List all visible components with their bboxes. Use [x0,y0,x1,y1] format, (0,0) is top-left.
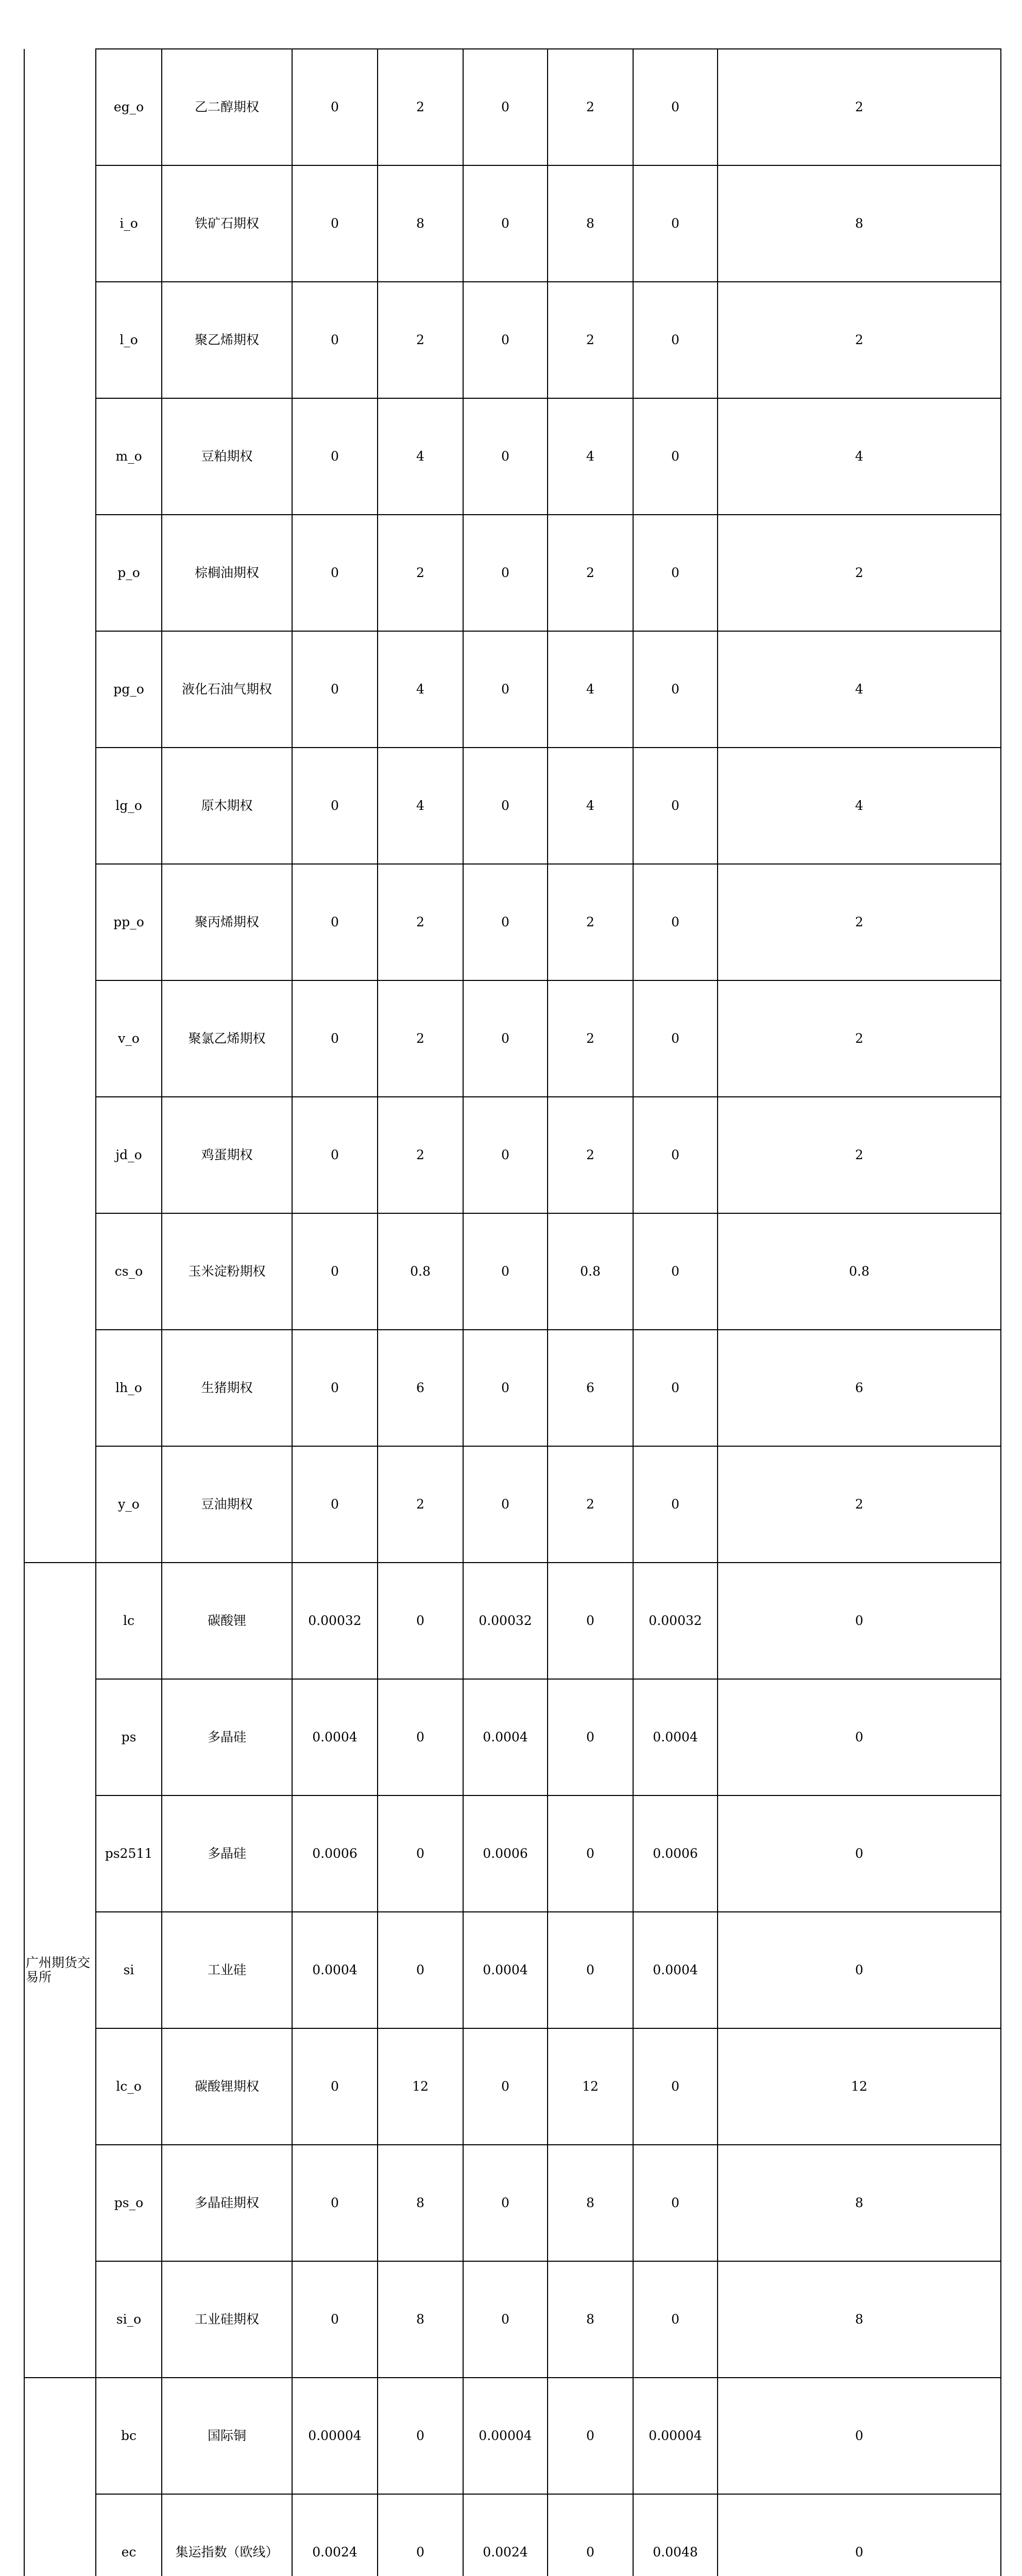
contract-code: y_o [96,1446,162,1563]
product-name: 玉米淀粉期权 [162,1213,292,1330]
product-name: 聚丙烯期权 [162,864,292,980]
close-rate-lots: 0 [548,2494,633,2576]
product-name: 聚乙烯期权 [162,282,292,398]
product-name: 多晶硅期权 [162,2145,292,2261]
product-name: 多晶硅 [162,1679,292,1795]
open-rate-lots: 0 [378,1679,463,1795]
product-name: 聚氯乙烯期权 [162,980,292,1097]
exchange-cell: 广州期货交易所 [24,1563,96,2378]
contract-code: pp_o [96,864,162,980]
fee-table-body [24,49,1001,2576]
close-today-lots: 2 [718,1446,1001,1563]
table-row [24,748,1001,864]
open-rate-lots: 8 [378,165,463,282]
open-rate-amount: 0.00004 [292,2378,378,2494]
table-row [24,282,1001,398]
close-today-lots: 0 [718,2494,1001,2576]
fee-table [24,48,1001,2576]
open-rate-amount: 0 [292,1330,378,1446]
close-rate-lots: 2 [548,515,633,631]
close-today-lots: 2 [718,49,1001,165]
open-rate-lots: 2 [378,49,463,165]
table-row [24,49,1001,165]
close-rate-amount: 0.0006 [463,1795,548,1912]
close-today-lots: 0 [718,1912,1001,2028]
close-rate-amount: 0.00004 [463,2378,548,2494]
product-name: 乙二醇期权 [162,49,292,165]
close-today-lots: 2 [718,864,1001,980]
close-today-amount: 0 [633,165,718,282]
close-today-lots: 0 [718,1679,1001,1795]
open-rate-amount: 0 [292,515,378,631]
contract-code: bc [96,2378,162,2494]
product-name: 原木期权 [162,748,292,864]
contract-code: ps_o [96,2145,162,2261]
close-today-lots: 12 [718,2028,1001,2145]
close-rate-amount: 0.0024 [463,2494,548,2576]
table-row [24,1795,1001,1912]
close-rate-amount: 0.0004 [463,1679,548,1795]
open-rate-amount: 0.0024 [292,2494,378,2576]
open-rate-lots: 0 [378,1795,463,1912]
open-rate-lots: 2 [378,1446,463,1563]
contract-code: lh_o [96,1330,162,1446]
table-row [24,864,1001,980]
open-rate-lots: 2 [378,980,463,1097]
close-rate-lots: 8 [548,2145,633,2261]
close-today-amount: 0 [633,282,718,398]
contract-code: cs_o [96,1213,162,1330]
open-rate-lots: 4 [378,631,463,748]
close-today-amount: 0.0004 [633,1912,718,2028]
product-name: 集运指数（欧线） [162,2494,292,2576]
open-rate-lots: 4 [378,748,463,864]
close-rate-lots: 0 [548,1679,633,1795]
close-rate-amount: 0 [463,2145,548,2261]
open-rate-lots: 8 [378,2261,463,2378]
product-name: 国际铜 [162,2378,292,2494]
open-rate-amount: 0 [292,1446,378,1563]
open-rate-lots: 2 [378,282,463,398]
contract-code: pg_o [96,631,162,748]
open-rate-amount: 0 [292,1097,378,1213]
product-name: 液化石油气期权 [162,631,292,748]
close-rate-lots: 0.8 [548,1213,633,1330]
close-today-lots: 4 [718,748,1001,864]
open-rate-amount: 0 [292,398,378,515]
close-rate-lots: 0 [548,2378,633,2494]
close-today-lots: 2 [718,515,1001,631]
table-row [24,2145,1001,2261]
close-today-amount: 0.00032 [633,1563,718,1679]
product-name: 豆粕期权 [162,398,292,515]
close-rate-amount: 0 [463,1330,548,1446]
table-row [24,515,1001,631]
close-today-lots: 0 [718,1563,1001,1679]
contract-code: si_o [96,2261,162,2378]
contract-code: lc [96,1563,162,1679]
close-today-amount: 0 [633,398,718,515]
table-row [24,1330,1001,1446]
product-name: 豆油期权 [162,1446,292,1563]
close-today-amount: 0 [633,1097,718,1213]
table-row [24,1679,1001,1795]
contract-code: i_o [96,165,162,282]
close-rate-amount: 0 [463,1097,548,1213]
table-row [24,2028,1001,2145]
table-row [24,1563,1001,1679]
close-today-amount: 0 [633,515,718,631]
product-name: 碳酸锂 [162,1563,292,1679]
close-today-lots: 8 [718,2145,1001,2261]
table-row [24,165,1001,282]
close-today-amount: 0 [633,2145,718,2261]
close-rate-lots: 6 [548,1330,633,1446]
contract-code: l_o [96,282,162,398]
close-today-amount: 0 [633,1213,718,1330]
close-rate-lots: 2 [548,864,633,980]
table-row [24,398,1001,515]
close-today-amount: 0 [633,864,718,980]
close-today-amount: 0 [633,2028,718,2145]
close-rate-amount: 0 [463,631,548,748]
open-rate-amount: 0 [292,2145,378,2261]
close-today-amount: 0 [633,2261,718,2378]
open-rate-lots: 6 [378,1330,463,1446]
close-today-amount: 0.0004 [633,1679,718,1795]
open-rate-amount: 0 [292,2028,378,2145]
close-today-lots: 2 [718,282,1001,398]
close-today-lots: 0.8 [718,1213,1001,1330]
close-rate-lots: 0 [548,1912,633,2028]
close-today-lots: 8 [718,165,1001,282]
open-rate-amount: 0 [292,2261,378,2378]
open-rate-lots: 0 [378,2378,463,2494]
close-today-lots: 8 [718,2261,1001,2378]
close-today-lots: 2 [718,1097,1001,1213]
close-today-amount: 0.00004 [633,2378,718,2494]
table-row [24,1446,1001,1563]
open-rate-lots: 2 [378,1097,463,1213]
product-name: 碳酸锂期权 [162,2028,292,2145]
open-rate-lots: 2 [378,864,463,980]
close-today-amount: 0 [633,1330,718,1446]
close-rate-amount: 0.00032 [463,1563,548,1679]
contract-code: ec [96,2494,162,2576]
open-rate-lots: 2 [378,515,463,631]
open-rate-amount: 0 [292,864,378,980]
table-row [24,1912,1001,2028]
open-rate-amount: 0 [292,1213,378,1330]
open-rate-lots: 12 [378,2028,463,2145]
close-today-amount: 0 [633,748,718,864]
close-rate-lots: 8 [548,165,633,282]
close-today-lots: 0 [718,1795,1001,1912]
close-rate-amount: 0 [463,1446,548,1563]
close-rate-lots: 4 [548,631,633,748]
open-rate-amount: 0 [292,631,378,748]
close-today-lots: 6 [718,1330,1001,1446]
open-rate-lots: 0.8 [378,1213,463,1330]
table-row [24,2494,1001,2576]
open-rate-lots: 8 [378,2145,463,2261]
contract-code: lg_o [96,748,162,864]
table-row [24,2261,1001,2378]
close-today-amount: 0 [633,49,718,165]
open-rate-lots: 0 [378,1563,463,1679]
close-rate-lots: 8 [548,2261,633,2378]
close-today-lots: 0 [718,2378,1001,2494]
product-name: 工业硅期权 [162,2261,292,2378]
close-rate-amount: 0 [463,748,548,864]
contract-code: ps [96,1679,162,1795]
table-row [24,1213,1001,1330]
close-today-amount: 0.0006 [633,1795,718,1912]
contract-code: jd_o [96,1097,162,1213]
close-today-lots: 4 [718,631,1001,748]
product-name: 生猪期权 [162,1330,292,1446]
close-rate-lots: 2 [548,980,633,1097]
open-rate-amount: 0 [292,282,378,398]
close-rate-amount: 0 [463,49,548,165]
close-today-lots: 4 [718,398,1001,515]
close-rate-lots: 2 [548,1446,633,1563]
contract-code: m_o [96,398,162,515]
contract-code: lc_o [96,2028,162,2145]
product-name: 多晶硅 [162,1795,292,1912]
close-today-lots: 2 [718,980,1001,1097]
close-today-amount: 0.0048 [633,2494,718,2576]
close-rate-amount: 0 [463,398,548,515]
contract-code: p_o [96,515,162,631]
exchange-cell [24,2378,96,2576]
close-rate-lots: 2 [548,1097,633,1213]
open-rate-amount: 0 [292,748,378,864]
exchange-cell [24,49,96,1563]
close-rate-amount: 0.0004 [463,1912,548,2028]
table-row [24,2378,1001,2494]
open-rate-amount: 0.0004 [292,1912,378,2028]
close-rate-lots: 4 [548,398,633,515]
table-row [24,980,1001,1097]
open-rate-lots: 4 [378,398,463,515]
close-rate-lots: 2 [548,282,633,398]
close-rate-amount: 0 [463,2261,548,2378]
close-today-amount: 0 [633,631,718,748]
close-rate-amount: 0 [463,282,548,398]
open-rate-amount: 0.00032 [292,1563,378,1679]
close-rate-lots: 0 [548,1563,633,1679]
open-rate-amount: 0 [292,49,378,165]
close-rate-amount: 0 [463,515,548,631]
open-rate-lots: 0 [378,2494,463,2576]
close-rate-lots: 0 [548,1795,633,1912]
contract-code: ps2511 [96,1795,162,1912]
product-name: 铁矿石期权 [162,165,292,282]
close-rate-amount: 0 [463,864,548,980]
open-rate-lots: 0 [378,1912,463,2028]
close-rate-amount: 0 [463,980,548,1097]
product-name: 鸡蛋期权 [162,1097,292,1213]
close-today-amount: 0 [633,1446,718,1563]
close-rate-amount: 0 [463,2028,548,2145]
open-rate-amount: 0 [292,980,378,1097]
contract-code: si [96,1912,162,2028]
product-name: 棕榈油期权 [162,515,292,631]
table-row [24,1097,1001,1213]
open-rate-amount: 0 [292,165,378,282]
close-today-amount: 0 [633,980,718,1097]
close-rate-amount: 0 [463,165,548,282]
product-name: 工业硅 [162,1912,292,2028]
open-rate-amount: 0.0004 [292,1679,378,1795]
close-rate-lots: 12 [548,2028,633,2145]
close-rate-lots: 4 [548,748,633,864]
close-rate-lots: 2 [548,49,633,165]
close-rate-amount: 0 [463,1213,548,1330]
table-row [24,631,1001,748]
open-rate-amount: 0.0006 [292,1795,378,1912]
contract-code: eg_o [96,49,162,165]
contract-code: v_o [96,980,162,1097]
